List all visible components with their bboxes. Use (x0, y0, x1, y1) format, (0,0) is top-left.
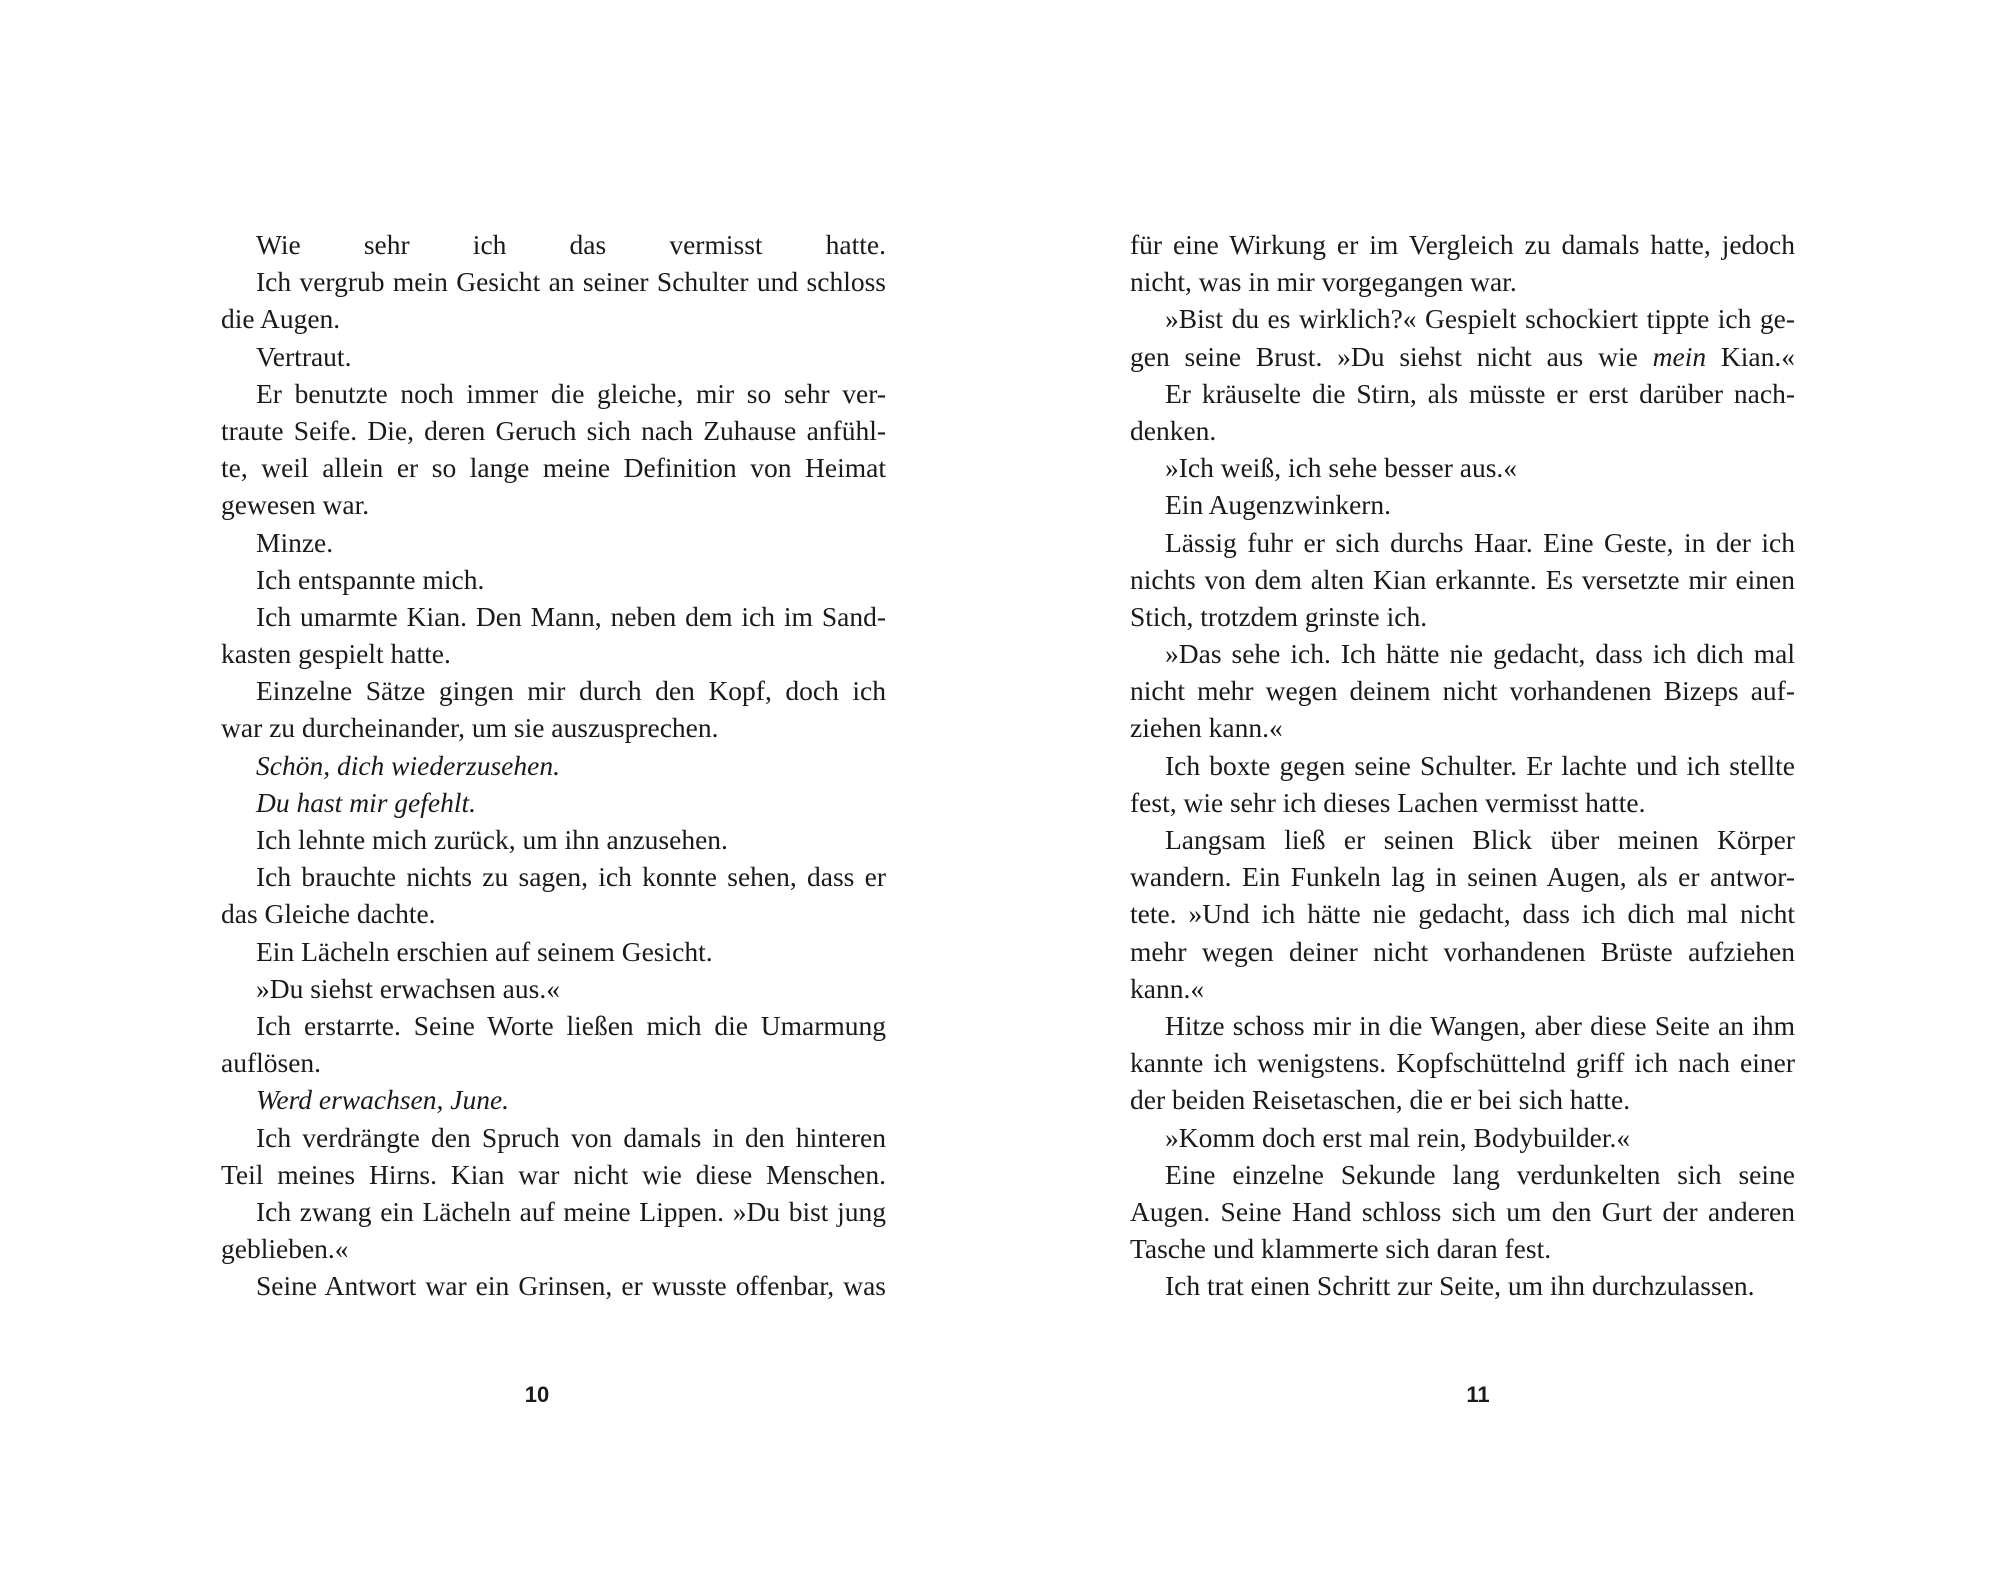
text-line: mehr wegen deiner nicht vorhandenen Brüste aufziehen (1130, 935, 1795, 967)
page-number-right: 11 (1466, 1382, 1490, 1407)
text-line: Teil meines Hirns. Kian war nicht wie diese Menschen. (221, 1158, 886, 1190)
text-line: auflösen. (221, 1047, 322, 1079)
text-line: tete. »Und ich hätte nie gedacht, dass ich dich mal nicht (1130, 898, 1795, 930)
text-line: denken. (1130, 414, 1217, 446)
text-line: Ich zwang ein Lächeln auf meine Lippen. »Du bist jung (256, 1195, 886, 1227)
text-line: Hitze schoss mir in die Wangen, aber diese Seite an ihm (1165, 1009, 1795, 1041)
text-line: die Augen. (221, 303, 341, 335)
emphasized-word: mein (1652, 340, 1707, 372)
text-line: Einzelne Sätze gingen mir durch den Kopf, doch ich (256, 675, 886, 707)
text-line: Ich boxte gegen seine Schulter. Er lachte und ich stellte (1165, 749, 1795, 781)
text-line: Vertraut. (256, 340, 352, 372)
text-line: Augen. Seine Hand schloss sich um den Gurt der anderen (1130, 1195, 1795, 1227)
text-line: Ich lehnte mich zurück, um ihn anzusehen. (256, 824, 728, 855)
left-page-text (221, 226, 886, 1304)
text-line: Lässig fuhr er sich durchs Haar. Eine Geste, in der ich (1165, 526, 1795, 558)
text-line: kannte ich wenigstens. Kopfschüttelnd griff ich nach einer (1130, 1047, 1795, 1079)
text-segment: gen seine Brust. »Du siehst nicht aus wie (1130, 340, 1653, 372)
right-page-text (1130, 226, 1795, 1304)
italic-text-line: Schön, dich wiederzusehen. (256, 749, 560, 781)
text-line: geblieben.« (221, 1233, 349, 1265)
text-line: Ich entspannte mich. (256, 563, 485, 595)
text-line: Langsam ließ er seinen Blick über meinen Körper (1165, 824, 1795, 855)
text-line: Ein Augenzwinkern. (1165, 489, 1392, 521)
text-line: Seine Antwort war ein Grinsen, er wusste offenbar, was (256, 1270, 886, 1302)
text-line: für eine Wirkung er im Vergleich zu damals hatte, jedoch (1130, 229, 1795, 260)
text-line: traute Seife. Die, deren Geruch sich nach Zuhause anfühl- (221, 414, 886, 446)
text-line: Ich erstarrte. Seine Worte ließen mich die Umarmung (256, 1009, 886, 1041)
text-line: Tasche und klammerte sich daran fest. (1130, 1233, 1552, 1265)
page-number-left: 10 (524, 1382, 550, 1407)
text-line: nichts von dem alten Kian erkannte. Es versetzte mir einen (1130, 563, 1795, 595)
text-line: Stich, trotzdem grinste ich. (1130, 600, 1428, 632)
text-line: »Bist du es wirklich?« Gespielt schockiert tippte ich ge- (1165, 303, 1795, 335)
text-line: kann.« (1130, 972, 1205, 1004)
text-line: kasten gespielt hatte. (221, 638, 451, 670)
text-line (1130, 338, 1795, 375)
text-line: Ich trat einen Schritt zur Seite, um ihn durchzulassen. (1165, 1270, 1755, 1302)
text-line: das Gleiche dachte. (221, 898, 436, 930)
text-line: fest, wie sehr ich dieses Lachen vermisst hatte. (1130, 786, 1646, 818)
text-line: »Komm doch erst mal rein, Bodybuilder.« (1165, 1121, 1631, 1153)
italic-text-line: Werd erwachsen, June. (256, 1084, 510, 1116)
text-line: te, weil allein er so lange meine Definition von Heimat (221, 452, 886, 484)
text-line: der beiden Reisetaschen, die er bei sich hatte. (1130, 1084, 1631, 1116)
text-line: Ich verdrängte den Spruch von damals in den hinteren (256, 1121, 886, 1153)
text-line: Er kräuselte die Stirn, als müsste er erst darüber nach- (1165, 377, 1795, 409)
text-line: Minze. (256, 526, 334, 558)
text-line: nicht, was in mir vorgegangen war. (1130, 266, 1517, 298)
text-line: Ein Lächeln erschien auf seinem Gesicht. (256, 935, 713, 967)
text-line: nicht mehr wegen deinem nicht vorhandenen Bizeps auf- (1130, 675, 1795, 707)
text-line: »Du siehst erwachsen aus.« (256, 972, 560, 1004)
text-line: gewesen war. (221, 489, 370, 521)
text-line: Ich vergrub mein Gesicht an seiner Schulter und schloss (256, 266, 886, 298)
text-line: war zu durcheinander, um sie auszusprechen. (221, 712, 719, 744)
text-line: ziehen kann.« (1130, 712, 1283, 744)
text-line: Ich umarmte Kian. Den Mann, neben dem ich im Sand- (256, 600, 886, 632)
text-line: »Ich weiß, ich sehe besser aus.« (1165, 452, 1518, 484)
text-line: Wie sehr ich das vermisst hatte. (256, 229, 886, 260)
text-line: Er benutzte noch immer die gleiche, mir so sehr ver- (256, 377, 886, 409)
text-line: »Das sehe ich. Ich hätte nie gedacht, dass ich dich mal (1165, 638, 1795, 670)
text-line: Eine einzelne Sekunde lang verdunkelten sich seine (1165, 1158, 1795, 1190)
text-line: wandern. Ein Funkeln lag in seinen Augen, als er antwor- (1130, 861, 1795, 893)
text-line: Ich brauchte nichts zu sagen, ich konnte sehen, dass er (256, 861, 886, 893)
italic-text-line: Du hast mir gefehlt. (256, 786, 476, 818)
text-segment: Kian.« (1706, 340, 1795, 372)
